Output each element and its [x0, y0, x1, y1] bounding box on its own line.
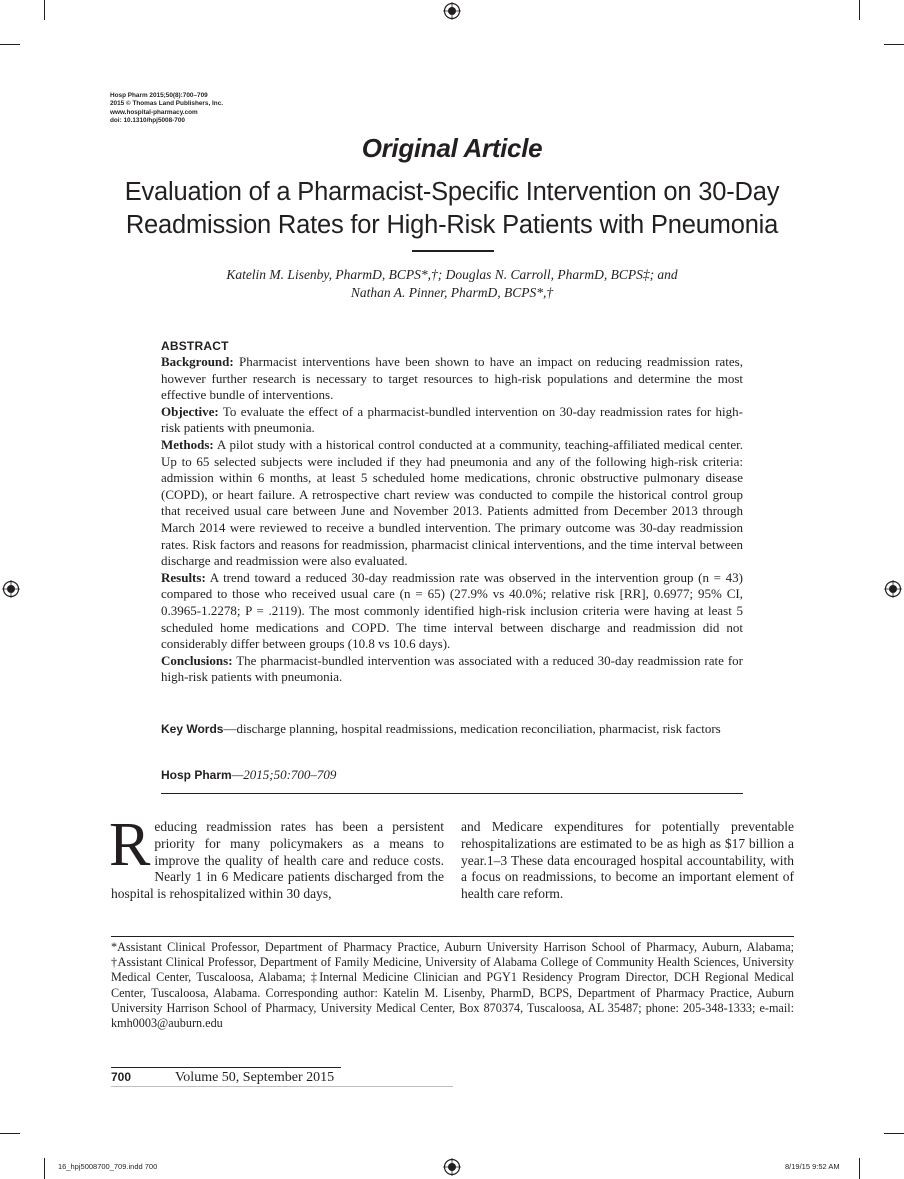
section-label: Methods:: [161, 436, 214, 452]
website-line: www.hospital-pharmacy.com: [110, 108, 198, 116]
body-column-2: [461, 819, 794, 903]
body-text: educing readmission rates has been a persistent priority for many policymakers as a means to improve the quality of health care and reduce costs. Nearly 1 in 6 Medicare patients discharged from the hospital is rehospitalized within 30 days,: [111, 819, 444, 902]
section-label: Results:: [161, 569, 206, 585]
body-column-1: [109, 811, 444, 903]
footnote-divider: [111, 936, 794, 937]
crop-mark: [0, 1133, 20, 1134]
crop-mark: [884, 44, 904, 45]
print-slug-timestamp: 8/19/15 9:52 AM: [785, 1162, 840, 1171]
abstract-results: [161, 570, 743, 653]
doi-line: doi: 10.1310/hpj5008-700: [110, 116, 185, 124]
author-line: Katelin M. Lisenby, PharmD, BCPS*,†; Douglas N. Carroll, PharmD, BCPS‡; and: [226, 267, 678, 282]
section-text: The pharmacist-bundled intervention was associated with a reduced 30-day readmission rate for high-risk patients with pneumonia.: [161, 652, 743, 685]
crop-mark: [44, 1158, 45, 1179]
section-label: Conclusions:: [161, 652, 233, 668]
abstract: [161, 338, 743, 686]
citation-text: —2015;50:700–709: [231, 767, 337, 782]
section-text: A trend toward a reduced 30-day readmission rate was observed in the intervention group (n = 43) compared to those who received usual care (n = 65) (27.9% vs 40.0%; relative risk [RR], 0.6977; 95% CI, 0.3965-1.2278; P = .2119). The most commonly identified high-risk inclusion criteria were having at least 5 scheduled home medications and COPD. The time interval between discharge and readmission did not considerably differ between groups (10.8 vs 10.6 days).: [161, 569, 743, 652]
crop-mark: [884, 1133, 904, 1134]
abstract-background: [161, 354, 743, 404]
abstract-objective: [161, 404, 743, 437]
crop-mark: [44, 0, 45, 20]
crop-mark: [0, 44, 20, 45]
section-text: A pilot study with a historical control conducted at a community, teaching-affiliated medical center. Up to 65 selected subjects were included if they had pneumonia and any of the following high-risk criteria: admission within 6 months, at least 5 scheduled home medications, chronic obstructive pulmonary disease (COPD), or heart failure. A retrospective chart review was conducted to compile the historical control group that received usual care between June and November 2013. Patients admitted from December 2013 through March 2014 were reviewed to receive a bundled intervention. The primary outcome was 30-day readmission rates. Risk factors and reasons for readmission, pharmacist clinical interventions, and the time interval between discharge and readmission were also evaluated.: [161, 436, 743, 569]
crop-mark: [859, 0, 860, 20]
registration-mark-icon: [884, 580, 902, 598]
title-divider: [412, 250, 494, 252]
folio-underline: [111, 1086, 453, 1087]
citation: [161, 767, 743, 784]
key-words-label: Key Words: [161, 722, 224, 736]
copyright-line: 2015 © Thomas Land Publishers, Inc.: [110, 100, 224, 108]
abstract-methods: [161, 437, 743, 570]
issue-info: Volume 50, September 2015: [175, 1070, 335, 1085]
page-number: 700: [111, 1070, 132, 1084]
key-words-text: —discharge planning, hospital readmissions, medication reconciliation, pharmacist, risk factors: [223, 721, 721, 736]
section-text: To evaluate the effect of a pharmacist-bundled intervention on 30-day readmission rates for high-risk patients with pneumonia.: [161, 403, 743, 436]
folio: [111, 1069, 334, 1086]
crop-mark: [859, 1158, 860, 1179]
section-label: Objective:: [161, 403, 219, 419]
registration-mark-icon: [443, 1158, 461, 1176]
section-label: Background:: [161, 354, 234, 369]
abstract-divider: [161, 793, 743, 794]
author-line: Nathan A. Pinner, PharmD, BCPS*,†: [350, 285, 554, 300]
drop-cap: R: [109, 811, 151, 879]
title-line: Readmission Rates for High-Risk Patients with Pneumonia: [125, 211, 779, 239]
print-slug-file: 16_hpj5008700_709.indd 700: [58, 1162, 158, 1171]
folio-divider: [111, 1067, 341, 1068]
journal-meta: [110, 92, 410, 125]
abstract-conclusions: [161, 653, 743, 686]
title-line: Evaluation of a Pharmacist-Specific Intervention on 30-Day: [124, 178, 780, 206]
affiliation-footnote: *Assistant Clinical Professor, Department of Pharmacy Practice, Auburn University Harrison School of Pharmacy, Auburn, Alabama; †Assistant Clinical Professor, Department of Family Medicine, University of Alabama College of Community Health Sciences, University Medical Center, Tuscaloosa, Alabama; ‡Internal Medicine Clinician and PGY1 Residency Program Director, DCH Regional Medical Center, Tuscaloosa, Alabama. Corresponding author: Katelin M. Lisenby, PharmD, BCPS, Department of Pharmacy Practice, Auburn University Harrison School of Pharmacy, University Medical Center, Box 870374, Tuscaloosa, AL 35487; phone: 205-348-1333; e-mail: kmh0003@auburn.edu: [111, 940, 794, 1031]
registration-mark-icon: [2, 580, 20, 598]
registration-mark-icon: [443, 2, 461, 20]
abstract-heading: ABSTRACT: [161, 339, 229, 353]
article-title: [60, 176, 844, 242]
section-text: Pharmacist interventions have been shown to have an impact on reducing readmission rates, however further research is necessary to target resources to high-risk populations and determine the most effective bundle of interventions.: [161, 354, 743, 403]
citation-line: Hosp Pharm 2015;50(8):700–709: [110, 92, 208, 99]
body-text: and Medicare expenditures for potentially preventable rehospitalizations are estimated to be as high as $17 billion a year.1–3 These data encouraged hospital accountability, with a focus on readmissions, to become an important element of health care reform.: [461, 819, 794, 902]
author-list: [150, 266, 754, 302]
key-words: [161, 721, 743, 738]
citation-label: Hosp Pharm: [161, 768, 232, 782]
article-type: Original Article: [361, 133, 543, 163]
